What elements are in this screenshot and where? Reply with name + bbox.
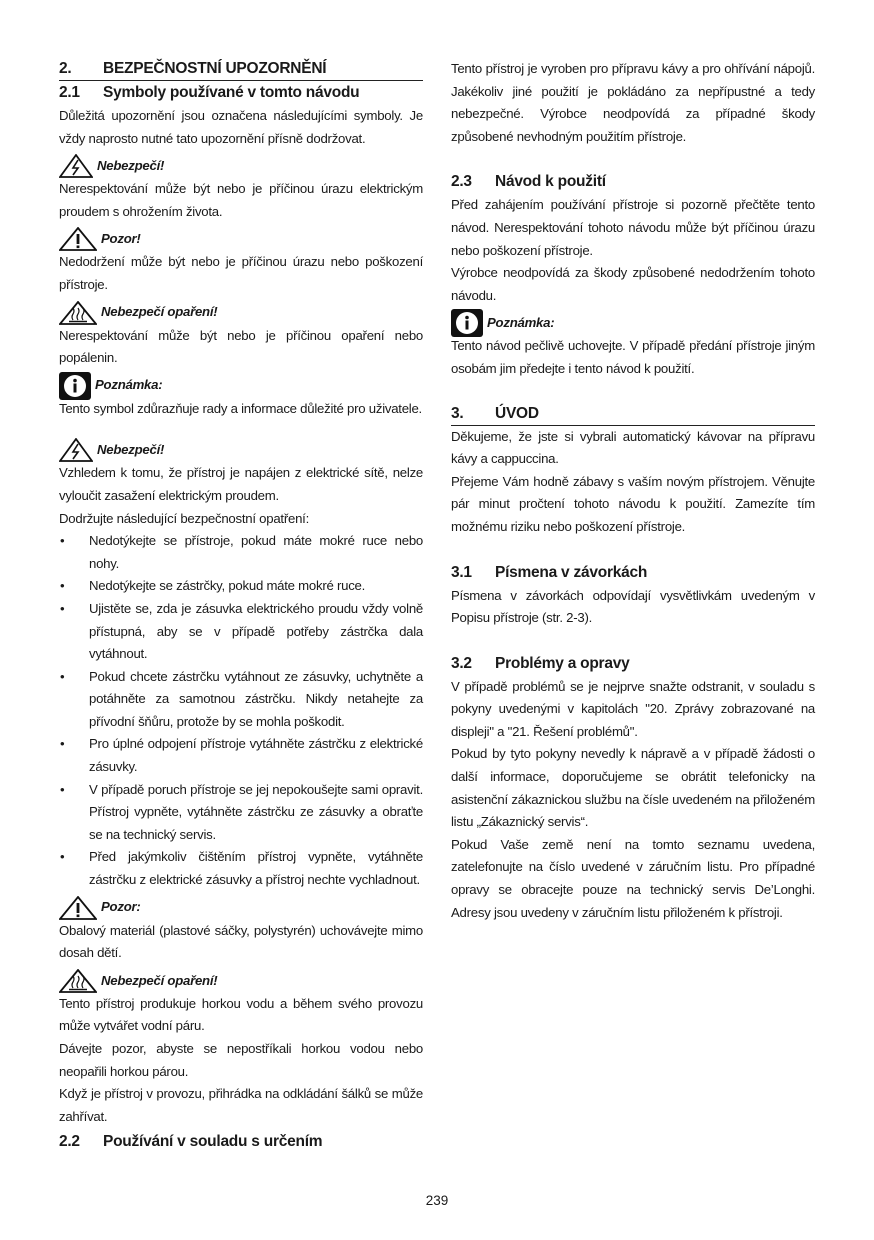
section-3-2-p1: V případě problémů se je nejprve snažte odstranit, v souladu s pokyny uvedenými v kapitolách "20. Zprávy zobrazované na displeji" a "21. Řešení problémů".	[451, 678, 815, 739]
section-2-2-heading	[59, 1130, 423, 1154]
symbol-burn-text: Nerespektování může být nebo je příčinou opaření nebo popálenin.	[59, 327, 423, 366]
section-2-2-number: 2.2	[59, 1133, 80, 1151]
packaging-caution-label: Pozor:	[101, 899, 141, 915]
manual-note-label: Poznámka:	[487, 315, 555, 331]
left-column	[59, 58, 423, 1154]
symbol-burn	[59, 301, 423, 325]
warning-icon	[59, 896, 97, 920]
electric-danger-icon	[59, 438, 93, 462]
electric-danger-icon	[59, 154, 93, 178]
section-3-heading	[451, 403, 815, 426]
symbols-intro: Důležitá upozornění jsou označena následujícími symboly. Je vždy naprosto nutné tato upozornění přísně dodržovat.	[59, 108, 423, 146]
symbol-caution-text: Nedodržení může být nebo je příčinou úrazu nebo poškození přístroje.	[59, 254, 423, 292]
section-2-2-text: Tento přístroj je vyroben pro přípravu kávy a pro ohřívání nápojů. Jakékoliv jiné použití je pokládáno za nepřípustné a tedy nebezpečné. Výrobce neodpovídá za případné škody způsobené nevhodným použitím přístroje.	[451, 61, 815, 144]
manual-note-text: Tento návod pečlivě uchovejte. V případě předání přístroje jiným osobám jim předejte i tento návod k použití.	[451, 338, 815, 376]
section-3-2-heading	[451, 652, 815, 676]
symbol-danger	[59, 154, 423, 178]
section-3-p1: Děkujeme, že jste si vybrali automatický kávovar na přípravu kávy a cappuccina.	[451, 428, 815, 467]
section-3-1-text: Písmena v závorkách odpovídají vysvětlivkám uvedeným v Popisu přístroje (str. 2-3).	[451, 587, 815, 626]
section-2-3-number: 2.3	[451, 173, 472, 191]
section-2-3-p1: Před zahájením používání přístroje si pozorně přečtěte tento návod. Nerespektování tohoto návodu může být příčinou úrazu nebo poškození přístroje.	[451, 197, 815, 258]
symbol-note-label: Poznámka:	[95, 377, 163, 393]
section-2-number: 2.	[59, 60, 72, 77]
symbol-burn-label: Nebezpečí opaření!	[101, 304, 218, 320]
section-2-1-number: 2.1	[59, 84, 80, 101]
section-3-2-p3: Pokud Vaše země není na tomto seznamu uvedena, zatelefonujte na číslo uvedené v záručním listu. Pro případné opravy se obracejte pouze na technický servis De’Longhi. Adresy jsou uvedeny v záručním listu přiloženém k přístroji.	[451, 836, 815, 920]
section-3-2-p2: Pokud by tyto pokyny nevedly k nápravě a v případě žádosti o další informace, doporučujeme se obrátit telefonicky na asistenční zákaznickou službu na čísle uvedeném na přiloženém listu „Zákaznický servis“.	[451, 746, 815, 830]
burn-warning-label: Nebezpečí opaření!	[101, 972, 218, 988]
section-2-heading	[59, 58, 423, 81]
electric-danger-warning	[59, 438, 423, 462]
symbol-caution	[59, 227, 423, 251]
symbol-note-text: Tento symbol zdůrazňuje rady a informace důležité pro uživatele.	[59, 400, 422, 416]
list-item: • Pro úplné odpojení přístroje vytáhněte zástrčku z elektrické zásuvky.	[59, 733, 423, 778]
symbol-danger-label: Nebezpečí!	[97, 157, 165, 173]
list-item: • Ujistěte se, zda je zásuvka elektrického proudu vždy volně přístupná, aby se v případě potřeby zástrčka dala vytáhnout.	[59, 598, 423, 666]
section-3-2-title: Problémy a opravy	[495, 654, 630, 672]
list-item: • Před jakýmkoliv čištěním přístroj vypněte, vytáhněte zástrčku z elektrické zásuvky a přístroj nechte vychladnout.	[59, 846, 423, 891]
section-3-title: ÚVOD	[495, 404, 539, 422]
section-2-1-title: Symboly používané v tomto návodu	[103, 84, 360, 101]
section-2-1-heading	[59, 81, 423, 105]
section-3-2-number: 3.2	[451, 654, 472, 672]
info-icon	[451, 309, 483, 337]
right-column	[451, 58, 815, 924]
list-item: • Nedotýkejte se přístroje, pokud máte mokré ruce nebo nohy.	[59, 530, 423, 575]
list-item: • V případě poruch přístroje se jej nepokoušejte sami opravit. Přístroj vypněte, vytáhněte zástrčku ze zásuvky a obraťte se na technický servis.	[59, 779, 423, 847]
hot-surface-icon	[59, 301, 97, 325]
section-3-number: 3.	[451, 404, 464, 422]
safety-bullet-list	[59, 530, 423, 892]
symbol-note	[59, 374, 423, 398]
page-number: 239	[425, 1193, 449, 1208]
manual-note	[451, 311, 815, 335]
electric-danger-p1: Vzhledem k tomu, že přístroj je napájen z elektrické sítě, nelze vyloučit zasažení elektrickým proudem.	[59, 465, 423, 503]
packaging-caution-text: Obalový materiál (plastové sáčky, polystyrén) uchovávejte mimo dosah dětí.	[59, 922, 423, 961]
section-3-p2: Přejeme Vám hodně zábavy s vaším novým přístrojem. Věnujte pár minut pročtení tohoto návodu k použití. Zamezíte tím možnému riziku nebo poškození přístroje.	[451, 473, 815, 534]
list-item: • Nedotýkejte se zástrčky, pokud máte mokré ruce.	[59, 575, 423, 598]
burn-warning	[59, 969, 423, 993]
list-item: • Pokud chcete zástrčku vytáhnout ze zásuvky, uchytněte a potáhněte za samotnou zástrčku. Nikdy netahejte za přívodní šňůru, protože by se mohla poškodit.	[59, 666, 423, 734]
section-2-2-title: Používání v souladu s určením	[103, 1133, 323, 1151]
section-3-1-heading	[451, 561, 815, 585]
burn-warning-p2: Dávejte pozor, abyste se nepostříkali horkou vodou nebo neopařili horkou párou.	[59, 1041, 423, 1079]
info-icon	[59, 372, 91, 400]
section-3-1-number: 3.1	[451, 563, 472, 581]
symbol-danger-text: Nerespektování může být nebo je příčinou úrazu elektrickým proudem s ohrožením života.	[59, 181, 423, 219]
section-3-1-title: Písmena v závorkách	[495, 563, 648, 581]
burn-warning-p3: Když je přístroj v provozu, přihrádka na odkládání šálků se může zahřívat.	[59, 1086, 423, 1124]
hot-surface-icon	[59, 969, 97, 993]
symbol-caution-label: Pozor!	[101, 231, 141, 247]
packaging-caution	[59, 896, 423, 920]
warning-icon	[59, 227, 97, 251]
section-2-3-p2: Výrobce neodpovídá za škody způsobené nedodržením tohoto návodu.	[451, 265, 815, 303]
section-2-3-title: Návod k použití	[495, 173, 606, 191]
section-2-title: BEZPEČNOSTNÍ UPOZORNĚNÍ	[103, 60, 327, 77]
burn-warning-p1: Tento přístroj produkuje horkou vodu a během svého provozu může vytvářet vodní páru.	[59, 995, 423, 1034]
electric-danger-p2: Dodržujte následující bezpečnostní opatření:	[59, 510, 309, 526]
section-2-3-heading	[451, 170, 815, 194]
electric-danger-label: Nebezpečí!	[97, 442, 165, 458]
